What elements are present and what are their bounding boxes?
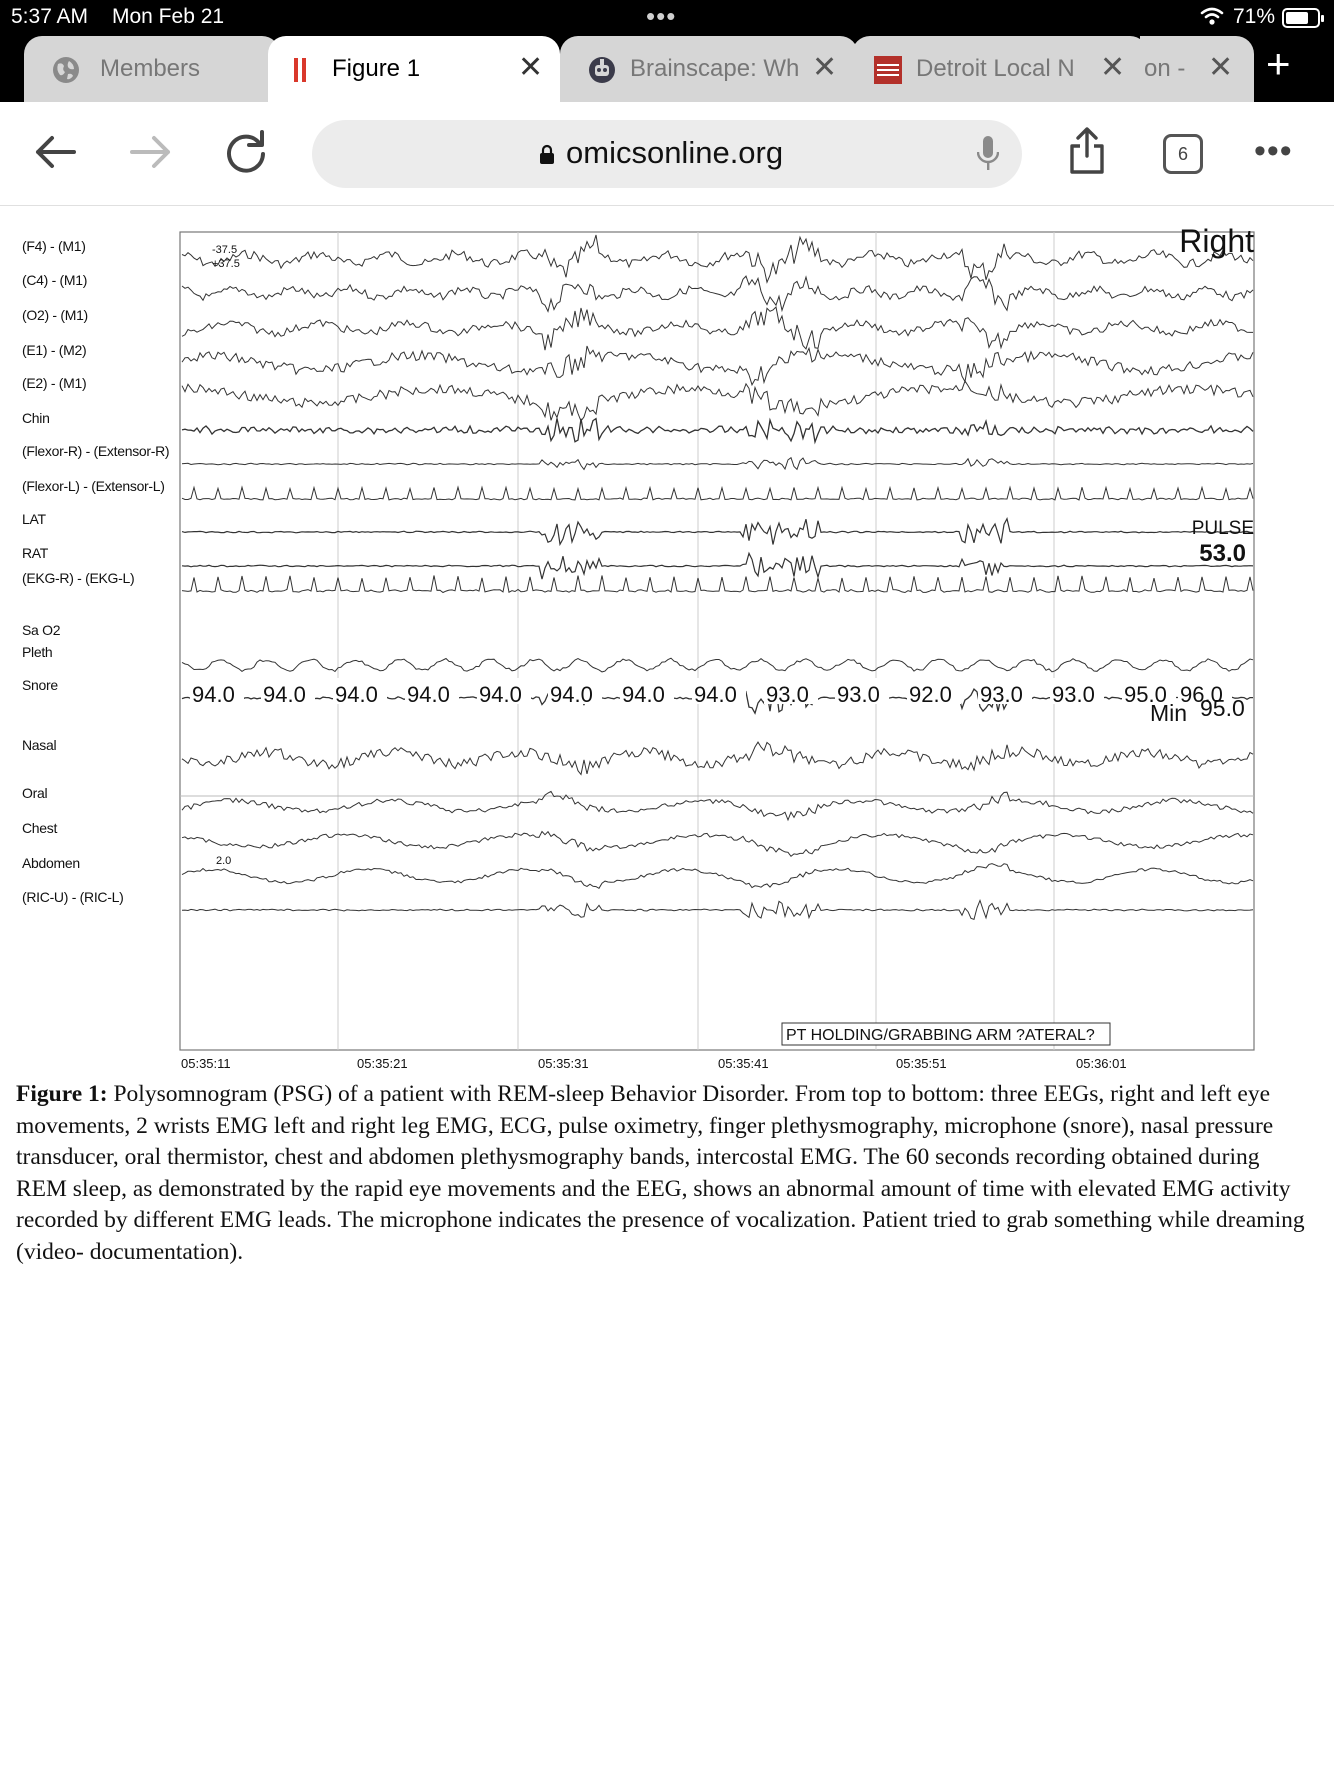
sao2-value: 94.0 [694,682,737,707]
new-tab-button[interactable]: + [1266,40,1291,87]
battery-icon [1282,8,1320,28]
tab-label: Brainscape: Wh [630,55,800,82]
brainscape-icon [588,56,616,84]
channel-label: LAT [22,511,46,527]
sao2-value: 94.0 [479,682,522,707]
forward-icon[interactable] [120,122,180,182]
channel-label: (EKG-R) - (EKG-L) [22,570,135,586]
microphone-icon[interactable] [977,136,999,172]
time-axis-label: 05:36:01 [1076,1056,1127,1071]
sao2-value: 93.0 [837,682,880,707]
channel-label: Chest [22,820,58,836]
plot-frame [180,232,1254,1050]
globe-icon [52,56,80,84]
tab-figure-1[interactable] [268,36,560,102]
channel-label: (E2) - (M1) [22,375,87,391]
channel-label: (O2) - (M1) [22,307,88,323]
more-menu-icon[interactable]: ••• [1254,132,1293,170]
sao2-value: 93.0 [766,682,809,707]
address-bar[interactable] [312,120,1022,188]
battery-percentage: 71% [1233,5,1276,28]
tab-label: on - [1144,55,1186,82]
wifi-icon [1200,6,1224,26]
channel-label: (C4) - (M1) [22,272,88,288]
pulse-value: 53.0 [1199,540,1246,567]
time-axis-label: 05:35:11 [181,1056,231,1071]
status-date: Mon Feb 21 [112,5,225,28]
psg-plot-image [0,220,1334,1070]
url-text: omicsonline.org [566,135,784,170]
sao2-value: 93.0 [1052,682,1095,707]
channel-label: Nasal [22,737,57,753]
tab-brainscape[interactable] [560,36,858,102]
time-axis-label: 05:35:21 [357,1056,408,1071]
sao2-value: 94.0 [192,682,235,707]
psg-figure [0,220,1334,1070]
browser-toolbar [0,102,1334,206]
scale-bottom-label: +37.5 [212,258,240,270]
channel-label: (Flexor-R) - (Extensor-R) [22,443,170,459]
sao2-value: 94.0 [407,682,450,707]
sao2-value: 94.0 [550,682,593,707]
close-tab-icon[interactable]: ✕ [812,51,838,84]
tab-partial[interactable] [1140,36,1254,102]
sao2-min-label: Min [1150,700,1188,726]
caption-text: Polysomnogram (PSG) of a patient with REM-sleep Behavior Disorder. From top to bottom: three EEGs, right and left eye movements, 2 wrists EMG left and right leg EMG, ECG, pulse oximetry, finger plethysmography, microphone (snore), nasal pressure transducer, oral thermistor, chest and abdomen plethysmography bands, intercostal EMG. The 60 seconds recording obtained during REM sleep, as demonstrated by the rapid eye movements and the EEG, shows an abnormal amount of time with elevated EMG activity recorded by different EMG leads. The microphone indicates the presence of vocalization. Patient tried to grab something while dreaming (video- documentation). [16,1081,1305,1265]
pulse-label: PULSE [1191,518,1254,539]
sao2-value: 94.0 [622,682,665,707]
channel-label: Abdomen [22,855,80,871]
share-icon[interactable] [1068,126,1106,176]
channel-label: Oral [22,785,48,801]
scale-top-label: -37.5 [212,244,238,256]
omics-icon [294,56,310,84]
channel-label: (F4) - (M1) [22,238,86,254]
close-tab-icon[interactable]: ✕ [1208,51,1234,84]
event-annotation: PT HOLDING/GRABBING ARM ?ATERAL? [786,1027,1095,1044]
time-axis-label: 05:35:31 [538,1056,589,1071]
tab-switcher-button[interactable]: 6 [1163,134,1203,174]
close-tab-icon[interactable]: ✕ [518,51,544,84]
sao2-value: 94.0 [263,682,306,707]
caption-lead: Figure 1: [16,1081,108,1107]
nasal-scale-label: 2.0 [216,855,232,867]
multitasking-dots-icon[interactable]: ••• [646,1,677,31]
sao2-value: 93.0 [980,682,1023,707]
status-time: 5:37 AM [11,5,89,28]
lock-icon [540,144,554,164]
sao2-value: 92.0 [909,682,952,707]
channel-label: Snore [22,677,58,693]
detroit-news-icon [874,56,902,84]
tab-label: Figure 1 [332,55,421,82]
tab-detroit-news[interactable] [852,36,1148,102]
channel-label: Sa O2 [22,622,61,638]
time-axis-label: 05:35:51 [896,1056,947,1071]
channel-label: Pleth [22,644,53,660]
status-bar [0,0,1334,36]
tab-members[interactable] [24,36,280,102]
channel-label: (RIC-U) - (RIC-L) [22,889,124,905]
sao2-value: 95.0 [1124,682,1167,707]
back-icon[interactable] [26,122,86,182]
sao2-value: 94.0 [335,682,378,707]
channel-label: (E1) - (M2) [22,342,87,358]
tab-label: Detroit Local N [916,55,1075,82]
top-chrome [0,0,1334,102]
channel-label: Chin [22,410,50,426]
time-axis-label: 05:35:41 [718,1056,769,1071]
sao2-min-value: 95.0 [1200,695,1245,721]
reload-icon[interactable] [216,122,276,182]
figure-caption [16,1079,1312,1268]
channel-label: (Flexor-L) - (Extensor-L) [22,478,165,494]
tab-label: Members [100,55,201,82]
close-tab-icon[interactable]: ✕ [1100,51,1126,84]
channel-label: RAT [22,545,49,561]
right-label: Right [1179,223,1254,259]
sao2-value: 96.0 [1180,682,1223,707]
